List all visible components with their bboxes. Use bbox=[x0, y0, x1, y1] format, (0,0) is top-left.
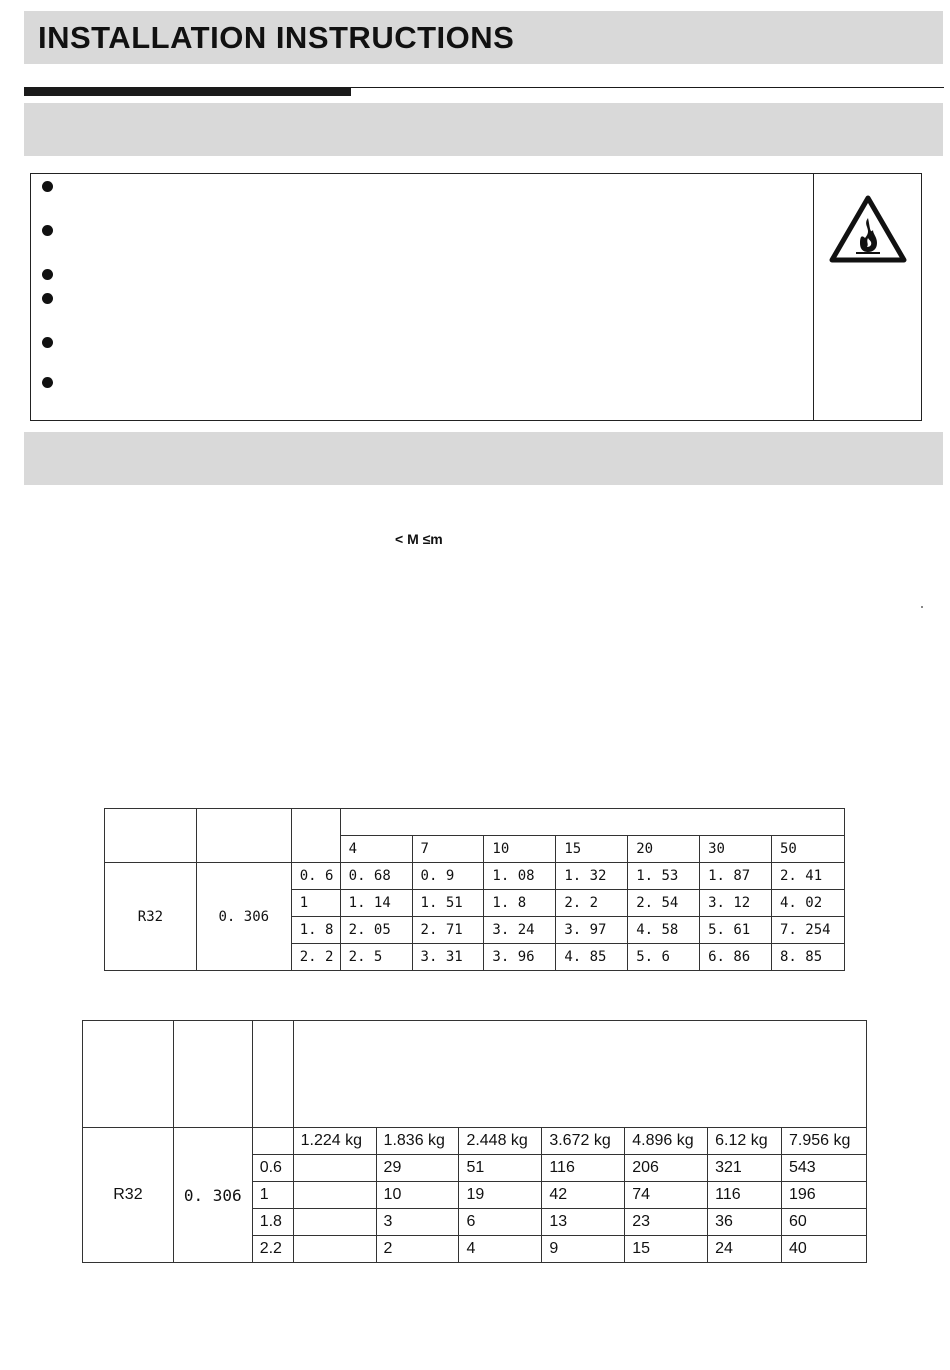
header-rule-thick bbox=[24, 87, 351, 96]
flammable-warning-icon bbox=[829, 194, 907, 264]
header-cell bbox=[173, 1021, 252, 1128]
column-header: 6.12 kg bbox=[708, 1128, 782, 1155]
header-cell bbox=[83, 1021, 174, 1128]
value-cell: 13 bbox=[542, 1209, 625, 1236]
value-cell: 15 bbox=[625, 1236, 708, 1263]
value-cell bbox=[293, 1182, 376, 1209]
value-cell: 543 bbox=[782, 1155, 867, 1182]
section-band-2 bbox=[24, 432, 943, 485]
value-cell: 0. 9 bbox=[412, 863, 484, 890]
bullet-icon bbox=[42, 377, 53, 388]
column-header: 2.448 kg bbox=[459, 1128, 542, 1155]
header-cell bbox=[252, 1021, 293, 1128]
value-cell: 2 bbox=[376, 1236, 459, 1263]
charge-range-text: < M ≤m bbox=[395, 531, 443, 547]
column-header: 20 bbox=[628, 836, 700, 863]
value-cell: 36 bbox=[708, 1209, 782, 1236]
height-cell: 0.6 bbox=[252, 1155, 293, 1182]
value-cell: 5. 6 bbox=[628, 944, 700, 971]
value-cell: 3 bbox=[376, 1209, 459, 1236]
refrigerant-cell: R32 bbox=[83, 1128, 174, 1263]
section-band-1 bbox=[24, 103, 943, 156]
value-cell: 7. 254 bbox=[771, 917, 844, 944]
warning-box bbox=[30, 173, 922, 421]
value-cell bbox=[293, 1209, 376, 1236]
column-header: 7.956 kg bbox=[782, 1128, 867, 1155]
value-cell: 1. 53 bbox=[628, 863, 700, 890]
bullet-icon bbox=[42, 293, 53, 304]
value-cell: 2. 2 bbox=[556, 890, 628, 917]
value-cell: 3. 24 bbox=[484, 917, 556, 944]
column-header: 30 bbox=[700, 836, 772, 863]
value-cell: 6 bbox=[459, 1209, 542, 1236]
value-cell: 42 bbox=[542, 1182, 625, 1209]
refrigerant-cell: R32 bbox=[105, 863, 197, 971]
bullet-icon bbox=[42, 225, 53, 236]
header-cell bbox=[293, 1021, 866, 1128]
value-cell: 1. 08 bbox=[484, 863, 556, 890]
value-cell: 40 bbox=[782, 1236, 867, 1263]
value-cell: 2. 5 bbox=[340, 944, 412, 971]
value-cell: 60 bbox=[782, 1209, 867, 1236]
column-header: 4.896 kg bbox=[625, 1128, 708, 1155]
value-cell: 10 bbox=[376, 1182, 459, 1209]
title-bar bbox=[24, 11, 943, 64]
header-cell bbox=[105, 809, 197, 863]
warning-divider bbox=[813, 174, 814, 420]
value-cell: 116 bbox=[542, 1155, 625, 1182]
column-header: 10 bbox=[484, 836, 556, 863]
value-cell bbox=[293, 1236, 376, 1263]
height-cell: 0. 6 bbox=[291, 863, 340, 890]
value-cell: 3. 31 bbox=[412, 944, 484, 971]
area-table bbox=[82, 1020, 867, 1263]
value-cell: 1. 8 bbox=[484, 890, 556, 917]
value-cell: 74 bbox=[625, 1182, 708, 1209]
lfl-cell: 0. 306 bbox=[173, 1128, 252, 1263]
height-cell: 1 bbox=[291, 890, 340, 917]
value-cell: 3. 97 bbox=[556, 917, 628, 944]
header-cell bbox=[252, 1128, 293, 1155]
value-cell: 24 bbox=[708, 1236, 782, 1263]
value-cell: 1. 87 bbox=[700, 863, 772, 890]
value-cell: 2. 05 bbox=[340, 917, 412, 944]
value-cell: 0. 68 bbox=[340, 863, 412, 890]
column-header: 15 bbox=[556, 836, 628, 863]
value-cell: 29 bbox=[376, 1155, 459, 1182]
bullet-icon bbox=[42, 337, 53, 348]
value-cell: 1. 32 bbox=[556, 863, 628, 890]
column-header: 1.836 kg bbox=[376, 1128, 459, 1155]
value-cell: 116 bbox=[708, 1182, 782, 1209]
value-cell: 3. 12 bbox=[700, 890, 772, 917]
height-cell: 1. 8 bbox=[291, 917, 340, 944]
column-header: 4 bbox=[340, 836, 412, 863]
header-cell bbox=[196, 809, 291, 863]
value-cell: 23 bbox=[625, 1209, 708, 1236]
value-cell: 19 bbox=[459, 1182, 542, 1209]
height-cell: 1 bbox=[252, 1182, 293, 1209]
value-cell: 8. 85 bbox=[771, 944, 844, 971]
value-cell bbox=[293, 1155, 376, 1182]
value-cell: 2. 41 bbox=[771, 863, 844, 890]
charge-table bbox=[104, 808, 845, 971]
value-cell: 3. 96 bbox=[484, 944, 556, 971]
value-cell: 4. 58 bbox=[628, 917, 700, 944]
column-header: 3.672 kg bbox=[542, 1128, 625, 1155]
page-title: INSTALLATION INSTRUCTIONS bbox=[38, 20, 515, 55]
value-cell: 1. 51 bbox=[412, 890, 484, 917]
height-cell: 2.2 bbox=[252, 1236, 293, 1263]
value-cell: 9 bbox=[542, 1236, 625, 1263]
bullet-icon bbox=[42, 181, 53, 192]
value-cell: 2. 54 bbox=[628, 890, 700, 917]
value-cell: 51 bbox=[459, 1155, 542, 1182]
header-rule-thin bbox=[351, 87, 944, 88]
value-cell: 2. 71 bbox=[412, 917, 484, 944]
value-cell: 196 bbox=[782, 1182, 867, 1209]
value-cell: 206 bbox=[625, 1155, 708, 1182]
column-header: 50 bbox=[771, 836, 844, 863]
column-header: 7 bbox=[412, 836, 484, 863]
header-cell bbox=[340, 809, 844, 836]
height-cell: 1.8 bbox=[252, 1209, 293, 1236]
value-cell: 4. 85 bbox=[556, 944, 628, 971]
value-cell: 4 bbox=[459, 1236, 542, 1263]
column-header: 1.224 kg bbox=[293, 1128, 376, 1155]
lfl-cell: 0. 306 bbox=[196, 863, 291, 971]
value-cell: 5. 61 bbox=[700, 917, 772, 944]
header-cell bbox=[291, 809, 340, 863]
value-cell: 4. 02 bbox=[771, 890, 844, 917]
height-cell: 2. 2 bbox=[291, 944, 340, 971]
bullet-icon bbox=[42, 269, 53, 280]
value-cell: 6. 86 bbox=[700, 944, 772, 971]
value-cell: 1. 14 bbox=[340, 890, 412, 917]
value-cell: 321 bbox=[708, 1155, 782, 1182]
speck bbox=[921, 606, 923, 608]
